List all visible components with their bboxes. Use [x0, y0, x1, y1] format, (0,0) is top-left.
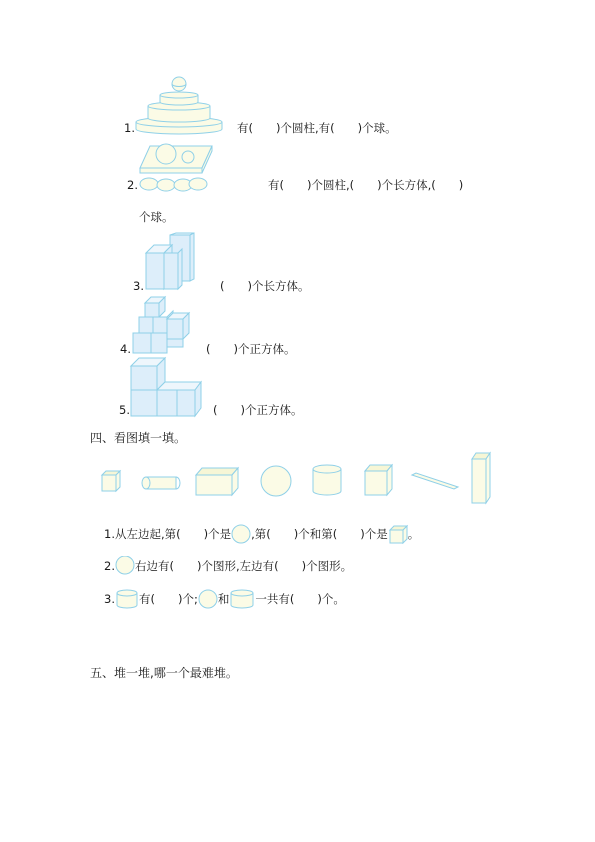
q2-part-b: 右边有( )个图形,左边有( )个图形。 — [134, 559, 353, 573]
cart-figure — [136, 138, 216, 192]
item-2-text: 有( )个圆柱,( )个长方体,( ) — [268, 178, 464, 192]
q1-part-c: 。 — [407, 527, 420, 541]
item-1-number: 1. — [124, 121, 135, 135]
cubes-l-shape-figure — [129, 356, 201, 418]
q3-part-c: 和 — [217, 592, 230, 606]
cubes-stack-figure — [131, 295, 193, 355]
shapes-row — [98, 451, 498, 503]
item-1-text: 有( )个圆柱,有( )个球。 — [237, 121, 397, 135]
sphere-icon — [231, 524, 251, 547]
cuboids-figure — [142, 233, 194, 291]
section-5-heading: 五、堆一堆,哪一个最难堆。 — [90, 666, 238, 680]
section-4-question-3 — [104, 589, 345, 612]
sphere-icon — [198, 589, 218, 612]
item-4-number: 4. — [120, 342, 131, 356]
q1-part-a: 1.从左边起,第( )个是 — [104, 527, 232, 541]
shape-small-cube — [102, 471, 120, 491]
item-3-text: ( )个长方体。 — [220, 279, 310, 293]
item-5-text: ( )个正方体。 — [213, 403, 303, 417]
q3-part-b: 有( )个; — [138, 592, 198, 606]
item-5-number: 5. — [119, 403, 130, 417]
shape-cuboid-tall — [472, 453, 490, 503]
section-4-question-1 — [104, 524, 419, 547]
cylinder-icon — [229, 589, 255, 612]
shape-cube — [365, 465, 392, 495]
shape-cylinder — [313, 465, 341, 495]
q3-part-a: 3. — [104, 592, 115, 606]
q2-part-a: 2. — [104, 559, 115, 573]
cylinder-icon — [115, 589, 139, 612]
item-4-text: ( )个正方体。 — [206, 342, 296, 356]
shape-cylinder-lying — [142, 477, 180, 489]
q1-part-b: ,第( )个和第( )个是 — [251, 527, 388, 541]
shape-sphere — [261, 466, 291, 496]
stacked-cylinders-figure — [134, 74, 224, 136]
section-4-heading: 四、看图填一填。 — [90, 431, 187, 445]
item-3-number: 3. — [133, 279, 144, 293]
item-2-number: 2. — [127, 178, 138, 192]
q3-part-d: 一共有( )个。 — [255, 592, 345, 606]
cube-icon — [388, 524, 408, 547]
shape-stick — [412, 473, 458, 489]
shape-cuboid-flat — [196, 468, 238, 495]
sphere-icon — [115, 556, 135, 579]
item-2-continuation: 个球。 — [139, 210, 174, 224]
section-4-question-2 — [104, 556, 352, 579]
